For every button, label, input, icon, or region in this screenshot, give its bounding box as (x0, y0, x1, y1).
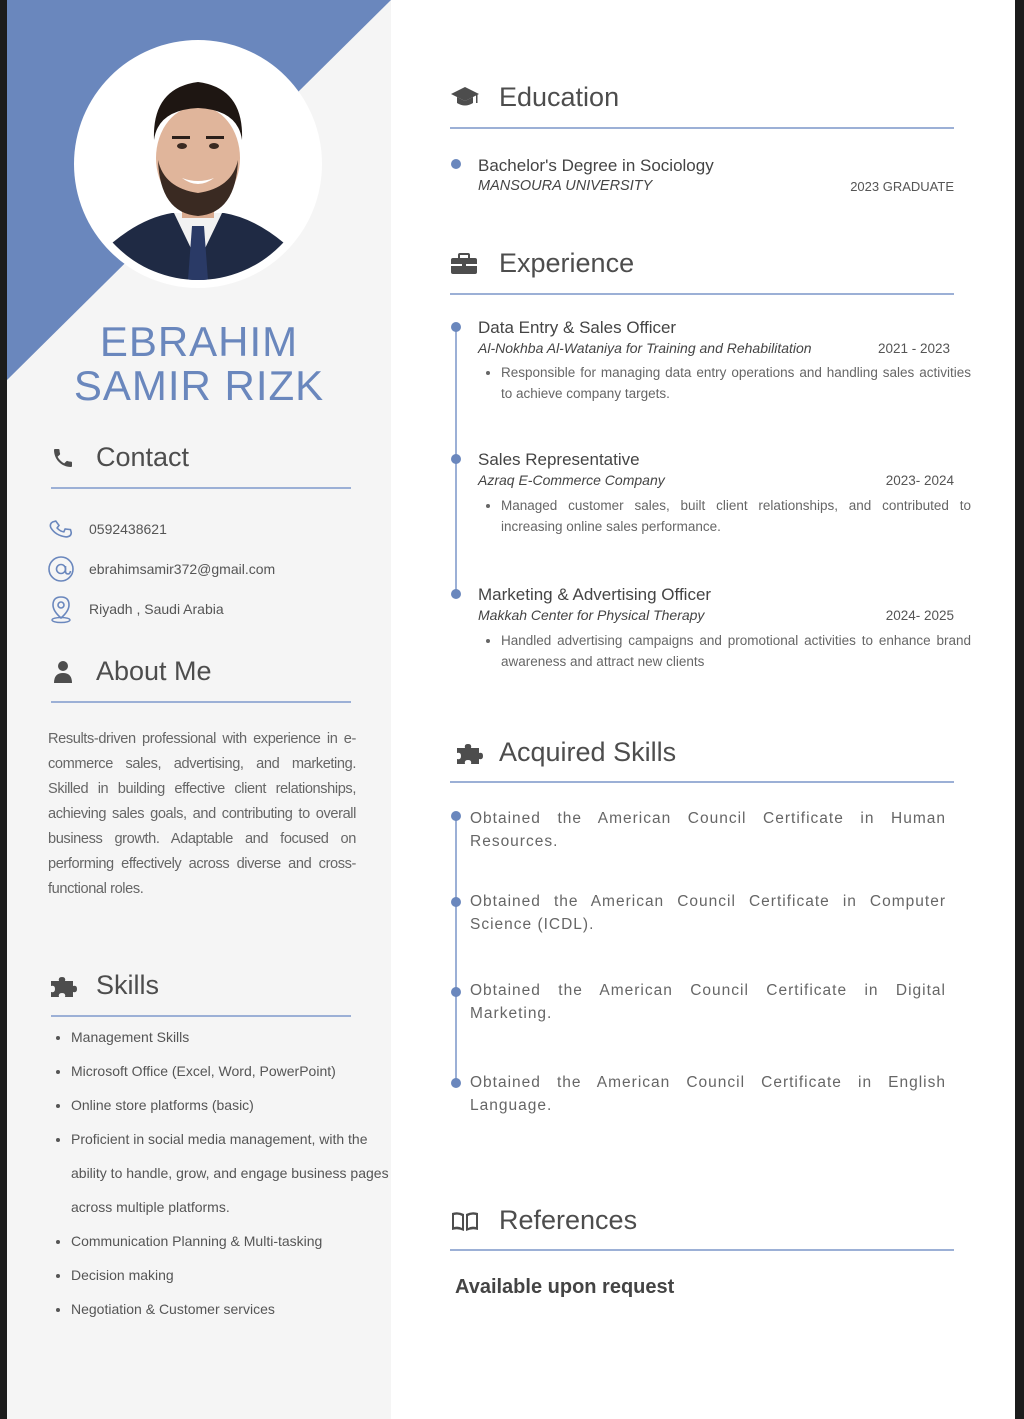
puzzle-icon (49, 975, 79, 999)
graduation-year: 2023 GRADUATE (850, 179, 954, 194)
phone-outline-icon (47, 515, 75, 543)
acquired-skill-item: Obtained the American Council Certificate in Computer Science (ICDL). (470, 893, 946, 933)
skill-item: • Decision making (71, 1258, 391, 1292)
right-edge (1015, 0, 1024, 1419)
contact-phone (47, 514, 167, 544)
location-text: Riyadh , Saudi Arabia (89, 601, 224, 617)
sidebar (7, 0, 391, 1419)
skills-title: Skills (96, 970, 160, 1000)
main-column (391, 0, 1015, 1419)
acquired-skill-bullet (451, 987, 461, 997)
about-text: Results-driven professional with experience in e-commerce sales, advertising, and marketing. Skilled in building effective client relationships, achieving sales goals, and contributing to overall business growth. Adaptable and focused on performing effectively across diverse and cross-functional roles. (48, 731, 356, 897)
job-bullet (451, 454, 461, 464)
email-address: ebrahimsamir372@gmail.com (89, 561, 276, 577)
job-desc-item: • Managed customer sales, built client relationships, and contributed to increasing online sales performance. (501, 495, 971, 537)
skills-list (50, 1020, 391, 1326)
location-pin-icon (47, 594, 75, 624)
job-description (484, 362, 971, 404)
name-last: SAMIR RIZK (73, 362, 325, 409)
puzzle-icon (455, 742, 485, 766)
acquired-skill-item: Obtained the American Council Certificate in Human Resources. (470, 810, 946, 850)
job-desc-item: • Responsible for managing data entry operations and handling sales activities to achieve company targets. (501, 362, 971, 404)
references-title: References (499, 1205, 638, 1235)
skill-item: • Proficient in social media management, with the ability to handle, grow, and engage business pages across multiple platforms. (71, 1122, 391, 1224)
contact-email (47, 554, 275, 584)
about-title: About Me (96, 656, 212, 686)
references-rule (450, 1249, 954, 1251)
job-dates: 2023- 2024 (885, 473, 954, 488)
user-icon (53, 660, 73, 684)
experience-title: Experience (499, 248, 635, 278)
job-dates: 2024- 2025 (885, 608, 954, 623)
skill-item: • Communication Planning & Multi-tasking (71, 1224, 391, 1258)
contact-title: Contact (96, 442, 190, 472)
acquired-skills-rule (450, 781, 954, 783)
degree-text: Bachelor's Degree in Sociology (478, 156, 714, 175)
acquired-skill-bullet (451, 811, 461, 821)
acquired-skill-item: Obtained the American Council Certificate in English Language. (470, 1074, 946, 1114)
acquired-skills-timeline (455, 815, 457, 1083)
name-first: EBRAHIM (99, 318, 299, 365)
job-desc-item: • Handled advertising campaigns and promotional activities to enhance brand awareness and attract new clients (501, 630, 971, 672)
acquired-skills-title: Acquired Skills (499, 737, 677, 767)
phone-icon (51, 446, 75, 470)
job-bullet (451, 589, 461, 599)
job-title: Marketing & Advertising Officer (478, 585, 712, 604)
references-text: Available upon request (455, 1276, 675, 1298)
job-description (484, 495, 971, 537)
contact-location (47, 594, 224, 624)
job-title: Sales Representative (478, 450, 640, 469)
at-icon (47, 555, 75, 583)
experience-rule (450, 293, 954, 295)
school-text: MANSOURA UNIVERSITY (478, 178, 653, 194)
contact-rule (51, 487, 351, 489)
education-bullet (451, 159, 461, 169)
book-icon (451, 1209, 479, 1233)
briefcase-icon (450, 252, 478, 276)
skill-item: • Microsoft Office (Excel, Word, PowerPoint) (71, 1054, 391, 1088)
job-company: Makkah Center for Physical Therapy (478, 607, 705, 623)
skill-item: • Negotiation & Customer services (71, 1292, 391, 1326)
acquired-skill-bullet (451, 1078, 461, 1088)
job-bullet (451, 322, 461, 332)
graduation-cap-icon (450, 85, 480, 109)
phone-number: 0592438621 (89, 521, 167, 537)
job-dates: 2021 - 2023 (877, 341, 950, 356)
acquired-skill-bullet (451, 897, 461, 907)
job-title: Data Entry & Sales Officer (478, 318, 677, 337)
education-title: Education (499, 82, 620, 112)
education-rule (450, 127, 954, 129)
job-company: Azraq E-Commerce Company (478, 472, 665, 488)
skill-item: • Online store platforms (basic) (71, 1088, 391, 1122)
about-rule (51, 701, 351, 703)
skills-rule (51, 1015, 351, 1017)
skill-item: • Management Skills (71, 1020, 391, 1054)
left-edge (0, 0, 7, 1419)
profile-photo (82, 48, 314, 280)
acquired-skill-item: Obtained the American Council Certificate in Digital Marketing. (470, 982, 946, 1022)
job-company: Al-Nokhba Al-Wataniya for Training and Rehabilitation (478, 340, 812, 356)
job-description (484, 630, 971, 672)
